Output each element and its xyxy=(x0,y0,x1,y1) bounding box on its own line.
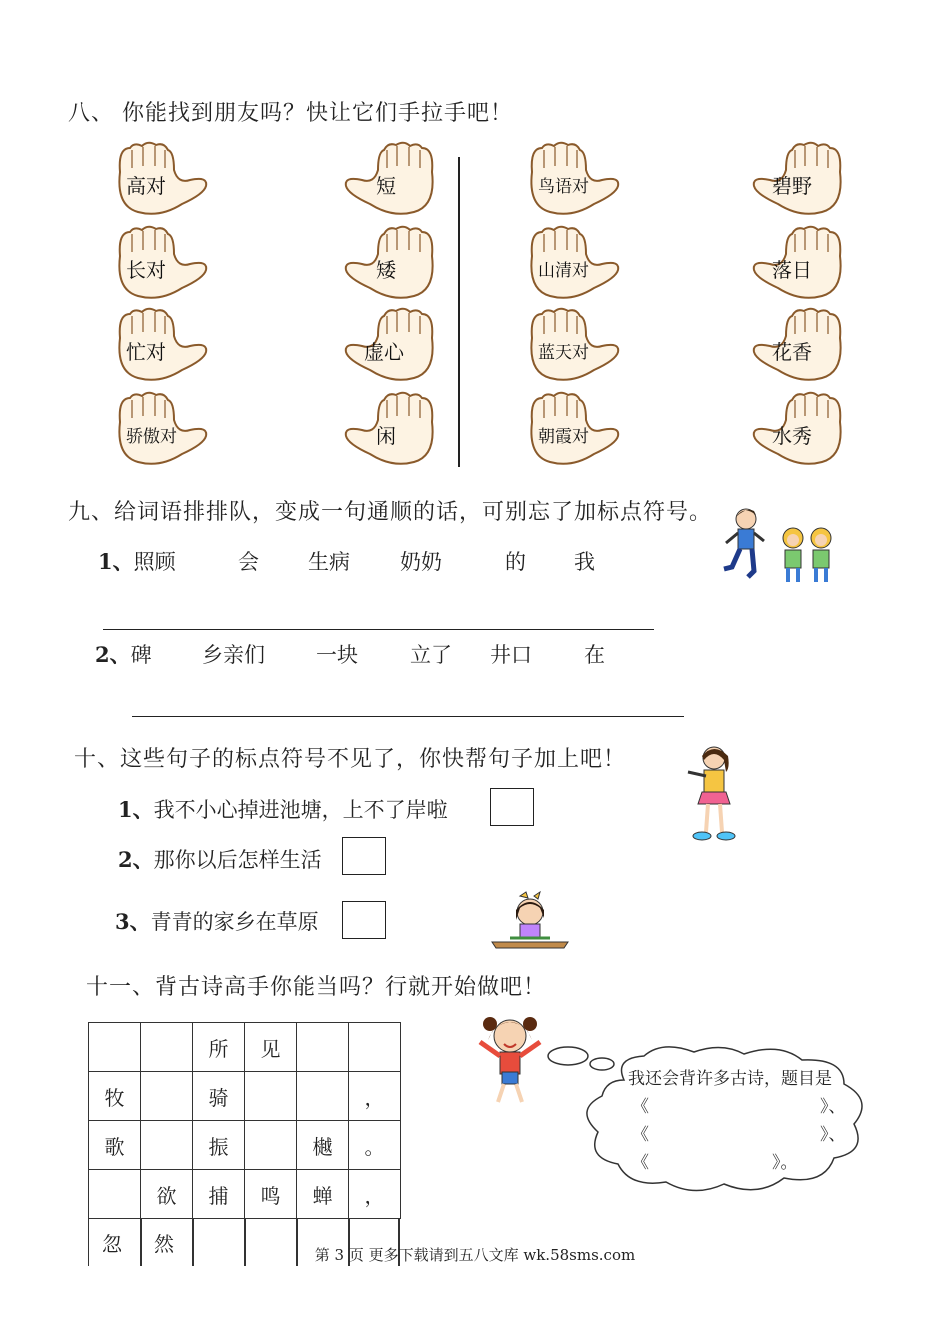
word-tile: 奶奶 xyxy=(400,550,442,574)
grid-row xyxy=(89,1121,401,1170)
page-footer: 第 3 页 更多下载请到五八文库 wk.58sms.com xyxy=(314,1246,636,1264)
hand-card[interactable] xyxy=(112,224,222,304)
walking-girl-illustration xyxy=(718,505,778,585)
hand-card[interactable] xyxy=(524,390,634,470)
grid-row xyxy=(89,1170,401,1219)
q10-1-text xyxy=(118,794,448,824)
cloud-close-bracket: 》、 xyxy=(820,1097,846,1117)
answer-line-1[interactable] xyxy=(103,629,654,630)
grid-cell[interactable]: 见 xyxy=(245,1023,297,1072)
grid-cell[interactable] xyxy=(89,1023,141,1072)
hand-label: 忙对 xyxy=(126,340,166,364)
section-11-title: 十一、背古诗高手你能当吗？行就开始做吧！ xyxy=(86,975,547,1000)
hand-label: 花香 xyxy=(772,340,812,364)
word-tile: 生病 xyxy=(308,550,350,574)
answer-line-2[interactable] xyxy=(132,716,684,717)
grid-cell[interactable] xyxy=(297,1023,349,1072)
poem-grid xyxy=(88,1022,401,1219)
cloud-close-bracket: 》。 xyxy=(772,1153,798,1173)
grid-cell[interactable] xyxy=(245,1072,297,1121)
grid-cell[interactable]: 欲 xyxy=(141,1170,193,1219)
hand-card[interactable] xyxy=(330,140,440,220)
q10-2-sentence: 那你以后怎样生活 xyxy=(153,848,322,872)
q9-1-label xyxy=(98,546,176,576)
hand-card[interactable] xyxy=(524,224,634,304)
cloud-open-bracket: 《 xyxy=(632,1153,649,1173)
grid-cell[interactable]: 蝉 xyxy=(297,1170,349,1219)
cheering-girl-illustration xyxy=(470,1010,550,1110)
grid-cell[interactable]: 。 xyxy=(349,1121,401,1170)
word-tile: 会 xyxy=(238,550,259,574)
grid-cell: 忽 xyxy=(102,1232,122,1256)
hand-label: 短 xyxy=(376,174,396,198)
hand-card[interactable] xyxy=(738,140,848,220)
hand-card[interactable] xyxy=(738,306,848,386)
hand-label: 蓝天对 xyxy=(538,343,589,363)
grid-cell[interactable]: 樾 xyxy=(297,1121,349,1170)
word-tile: 井口 xyxy=(490,643,532,667)
grid-cell: 然 xyxy=(154,1232,174,1256)
hand-card[interactable] xyxy=(524,306,634,386)
hand-card[interactable] xyxy=(112,140,222,220)
hand-label: 山清对 xyxy=(538,261,589,281)
hand-label: 长对 xyxy=(126,258,166,282)
vertical-divider xyxy=(458,157,460,467)
section-9-title: 九、给词语排排队，变成一句通顺的话，可别忘了加标点符号。 xyxy=(68,500,713,525)
hand-label: 鸟语对 xyxy=(538,177,589,197)
word-tile: 碑 xyxy=(130,643,152,667)
grid-cell[interactable] xyxy=(245,1121,297,1170)
hand-label: 高对 xyxy=(126,174,166,198)
grid-cell[interactable]: 牧 xyxy=(89,1072,141,1121)
q10-3-text xyxy=(115,906,319,936)
poem-grid-clipped-row xyxy=(88,1218,400,1256)
hand-label: 水秀 xyxy=(772,424,812,448)
hand-label: 碧野 xyxy=(772,174,812,198)
grid-cell[interactable] xyxy=(141,1072,193,1121)
q10-1-sentence: 我不小心掉进池塘，上不了岸啦 xyxy=(153,798,448,822)
grid-cell[interactable]: ， xyxy=(349,1072,401,1121)
word-tile: 一块 xyxy=(316,643,358,667)
word-tile: 立了 xyxy=(410,643,452,667)
grid-cell[interactable]: 鸣 xyxy=(245,1170,297,1219)
punctuation-box-2[interactable] xyxy=(342,837,386,875)
hand-card[interactable] xyxy=(738,224,848,304)
grid-cell[interactable]: ， xyxy=(349,1170,401,1219)
hand-label: 骄傲对 xyxy=(126,427,177,447)
grid-cell[interactable]: 歌 xyxy=(89,1121,141,1170)
hand-label: 朝霞对 xyxy=(538,427,589,447)
hand-label: 虚心 xyxy=(364,340,404,364)
q9-1-number: 1、 xyxy=(98,549,134,574)
reading-girl-illustration xyxy=(490,890,570,950)
grid-cell[interactable] xyxy=(141,1023,193,1072)
hand-card[interactable] xyxy=(330,306,440,386)
word-tile: 在 xyxy=(584,643,605,667)
q10-3-number: 3、 xyxy=(115,909,151,934)
word-tile: 乡亲们 xyxy=(202,643,265,667)
grid-cell[interactable]: 振 xyxy=(193,1121,245,1170)
grid-cell[interactable] xyxy=(89,1170,141,1219)
q9-2-number: 2、 xyxy=(95,642,131,667)
q10-2-number: 2、 xyxy=(118,847,154,872)
cloud-text-line: 我还会背许多古诗，题目是 xyxy=(628,1069,832,1089)
hand-card[interactable] xyxy=(112,306,222,386)
q10-3-sentence: 青青的家乡在草原 xyxy=(150,910,319,934)
word-tile: 的 xyxy=(505,550,526,574)
grid-cell[interactable]: 捕 xyxy=(193,1170,245,1219)
grid-row xyxy=(89,1023,401,1072)
hand-card[interactable] xyxy=(112,390,222,470)
section-8-title: 八、 你能找到朋友吗？快让它们手拉手吧！ xyxy=(68,101,513,126)
hand-card[interactable] xyxy=(330,390,440,470)
cloud-open-bracket: 《 xyxy=(632,1125,649,1145)
hand-card[interactable] xyxy=(524,140,634,220)
hand-card[interactable] xyxy=(738,390,848,470)
punctuation-box-3[interactable] xyxy=(342,901,386,939)
grid-cell[interactable] xyxy=(297,1072,349,1121)
grid-cell[interactable] xyxy=(349,1023,401,1072)
q10-1-number: 1、 xyxy=(118,797,154,822)
grid-cell[interactable]: 骑 xyxy=(193,1072,245,1121)
word-tile: 照顾 xyxy=(133,550,176,574)
hand-label: 矮 xyxy=(376,258,396,282)
hand-label: 落日 xyxy=(772,258,812,282)
hand-card[interactable] xyxy=(330,224,440,304)
q10-2-text xyxy=(118,844,322,874)
hand-label: 闲 xyxy=(376,424,396,448)
section-10-title: 十、这些句子的标点符号不见了，你快帮句子加上吧！ xyxy=(74,747,627,772)
cloud-close-bracket: 》、 xyxy=(820,1125,846,1145)
punctuation-box-1[interactable] xyxy=(490,788,534,826)
cloud-open-bracket: 《 xyxy=(632,1097,649,1117)
twin-kids-illustration xyxy=(778,524,836,588)
grid-row xyxy=(89,1072,401,1121)
grid-cell[interactable]: 所 xyxy=(193,1023,245,1072)
grid-cell[interactable] xyxy=(141,1121,193,1170)
q9-2-label xyxy=(95,639,152,669)
pointing-girl-illustration xyxy=(680,742,740,846)
word-tile: 我 xyxy=(574,550,595,574)
